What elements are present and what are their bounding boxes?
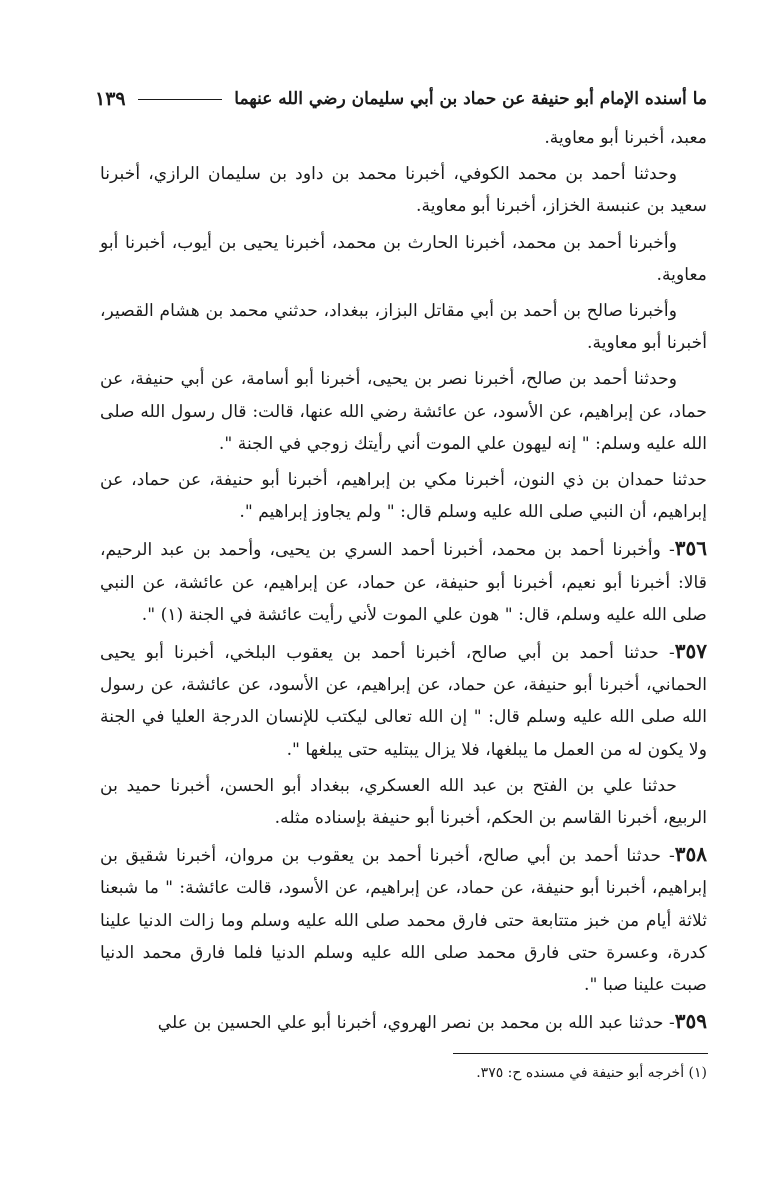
hadith-text: - وأخبرنا أحمد بن محمد، أخبرنا أحمد السري بن يحيى، وأحمد بن عبد الرحيم، قالا: أخبرنا أبو نعيم، أخبرنا أبو حنيفة، عن حماد، عن إبراهيم، عن عائشة، عن النبي صلى الله عليه وسلم، قال: " هون علي الموت لأني رأيت عائشة في الجنة (١) ". [100, 540, 707, 625]
hadith-text: - حدثنا عبد الله بن محمد بن نصر الهروي، أخبرنا أبو علي الحسين بن علي [157, 1013, 675, 1034]
hadith-number: ٣٥٦ [674, 536, 707, 561]
paragraph [100, 122, 707, 154]
paragraph [100, 464, 707, 528]
hadith-text: وحدثنا أحمد بن محمد الكوفي، أخبرنا محمد بن داود بن سليمان الرازي، أخبرنا سعيد بن عنبسة الخزاز، أخبرنا أبو معاوية. [100, 164, 707, 217]
hadith-number: ٣٥٧ [674, 639, 707, 664]
paragraph [100, 158, 707, 222]
header-rule [138, 99, 223, 100]
header-title: ما أسنده الإمام أبو حنيفة عن حماد بن أبي سليمان رضي الله عنهما [234, 89, 707, 109]
hadith-number: ٣٥٨ [674, 842, 707, 867]
hadith-text: وحدثنا أحمد بن صالح، أخبرنا نصر بن يحيى، أخبرنا أبو أسامة، عن أبي حنيفة، عن حماد، عن إبراهيم، عن الأسود، عن عائشة رضي الله عنها، قالت: قال رسول الله صلى الله عليه وسلم: " إنه ليهون علي الموت أني رأيتك زوجي في الجنة ". [100, 369, 707, 454]
hadith-text: وأخبرنا أحمد بن محمد، أخبرنا الحارث بن محمد، أخبرنا يحيى بن أيوب، أخبرنا أبو معاوية. [100, 232, 707, 285]
hadith-number: ٣٥٩ [674, 1009, 707, 1034]
footnote-rule [453, 1053, 708, 1054]
hadith-text: حدثنا حمدان بن ذي النون، أخبرنا مكي بن إبراهيم، أخبرنا أبو حنيفة، عن حماد، عن إبراهيم، أن النبي صلى الله عليه وسلم قال: " ولم يجاوز إبراهيم ". [100, 470, 707, 523]
hadith-text: وأخبرنا صالح بن أحمد بن أبي مقاتل البزاز، ببغداد، حدثني محمد بن هشام القصير، أخبرنا أبو معاوية. [100, 301, 707, 354]
paragraph [100, 770, 707, 834]
page-number: ١٣٩ [95, 88, 126, 110]
hadith-text: حدثنا علي بن الفتح بن عبد الله العسكري، ببغداد أبو الحسن، أخبرنا حميد بن الربيع، أخبرنا القاسم بن الحكم، أخبرنا أبو حنيفة بإسناده مثله. [100, 775, 707, 829]
hadith-text: - حدثنا أحمد بن أبي صالح، أخبرنا أحمد بن يعقوب بن مروان، أخبرنا شقيق بن إبراهيم، أخبرنا أبو حنيفة، عن حماد، عن إبراهيم، عن الأسود، قالت عائشة: " ما شبعنا ثلاثة أيام من خبز متتابعة حتى فارق محمد صلى الله عليه وسلم وما زالت الدنيا علينا كدرة، وعسرة حتى فارق محمد صلى الله عليه وسلم الدنيا فلما فارق محمد الدنيا صبت علينا صبا ". [100, 846, 707, 996]
paragraph [100, 1005, 707, 1039]
paragraph [100, 532, 707, 631]
body-text [100, 122, 707, 1043]
footnote: (١) أخرجه أبو حنيفة في مسنده ح: ٣٧٥. [476, 1065, 707, 1081]
hadith-text: معبد، أخبرنا أبو معاوية. [544, 128, 707, 148]
paragraph [100, 227, 707, 291]
paragraph [100, 635, 707, 766]
paragraph [100, 295, 707, 359]
paragraph [100, 838, 707, 1001]
paragraph [100, 363, 707, 460]
hadith-text: - حدثنا أحمد بن أبي صالح، أخبرنا أحمد بن يعقوب البلخي، أخبرنا أبو يحيى الحماني، أخبرنا أبو حنيفة، عن حماد، عن إبراهيم، عن الأسود، عن عائشة، عن رسول الله صلى الله عليه وسلم قال: " إن الله تعالى ليكتب للإنسان الدرجة العليا في الجنة ولا يكون له من العمل ما يبلغها، فلا يزال يبتليه حتى يبلغها ". [100, 643, 707, 760]
running-header [95, 84, 707, 114]
